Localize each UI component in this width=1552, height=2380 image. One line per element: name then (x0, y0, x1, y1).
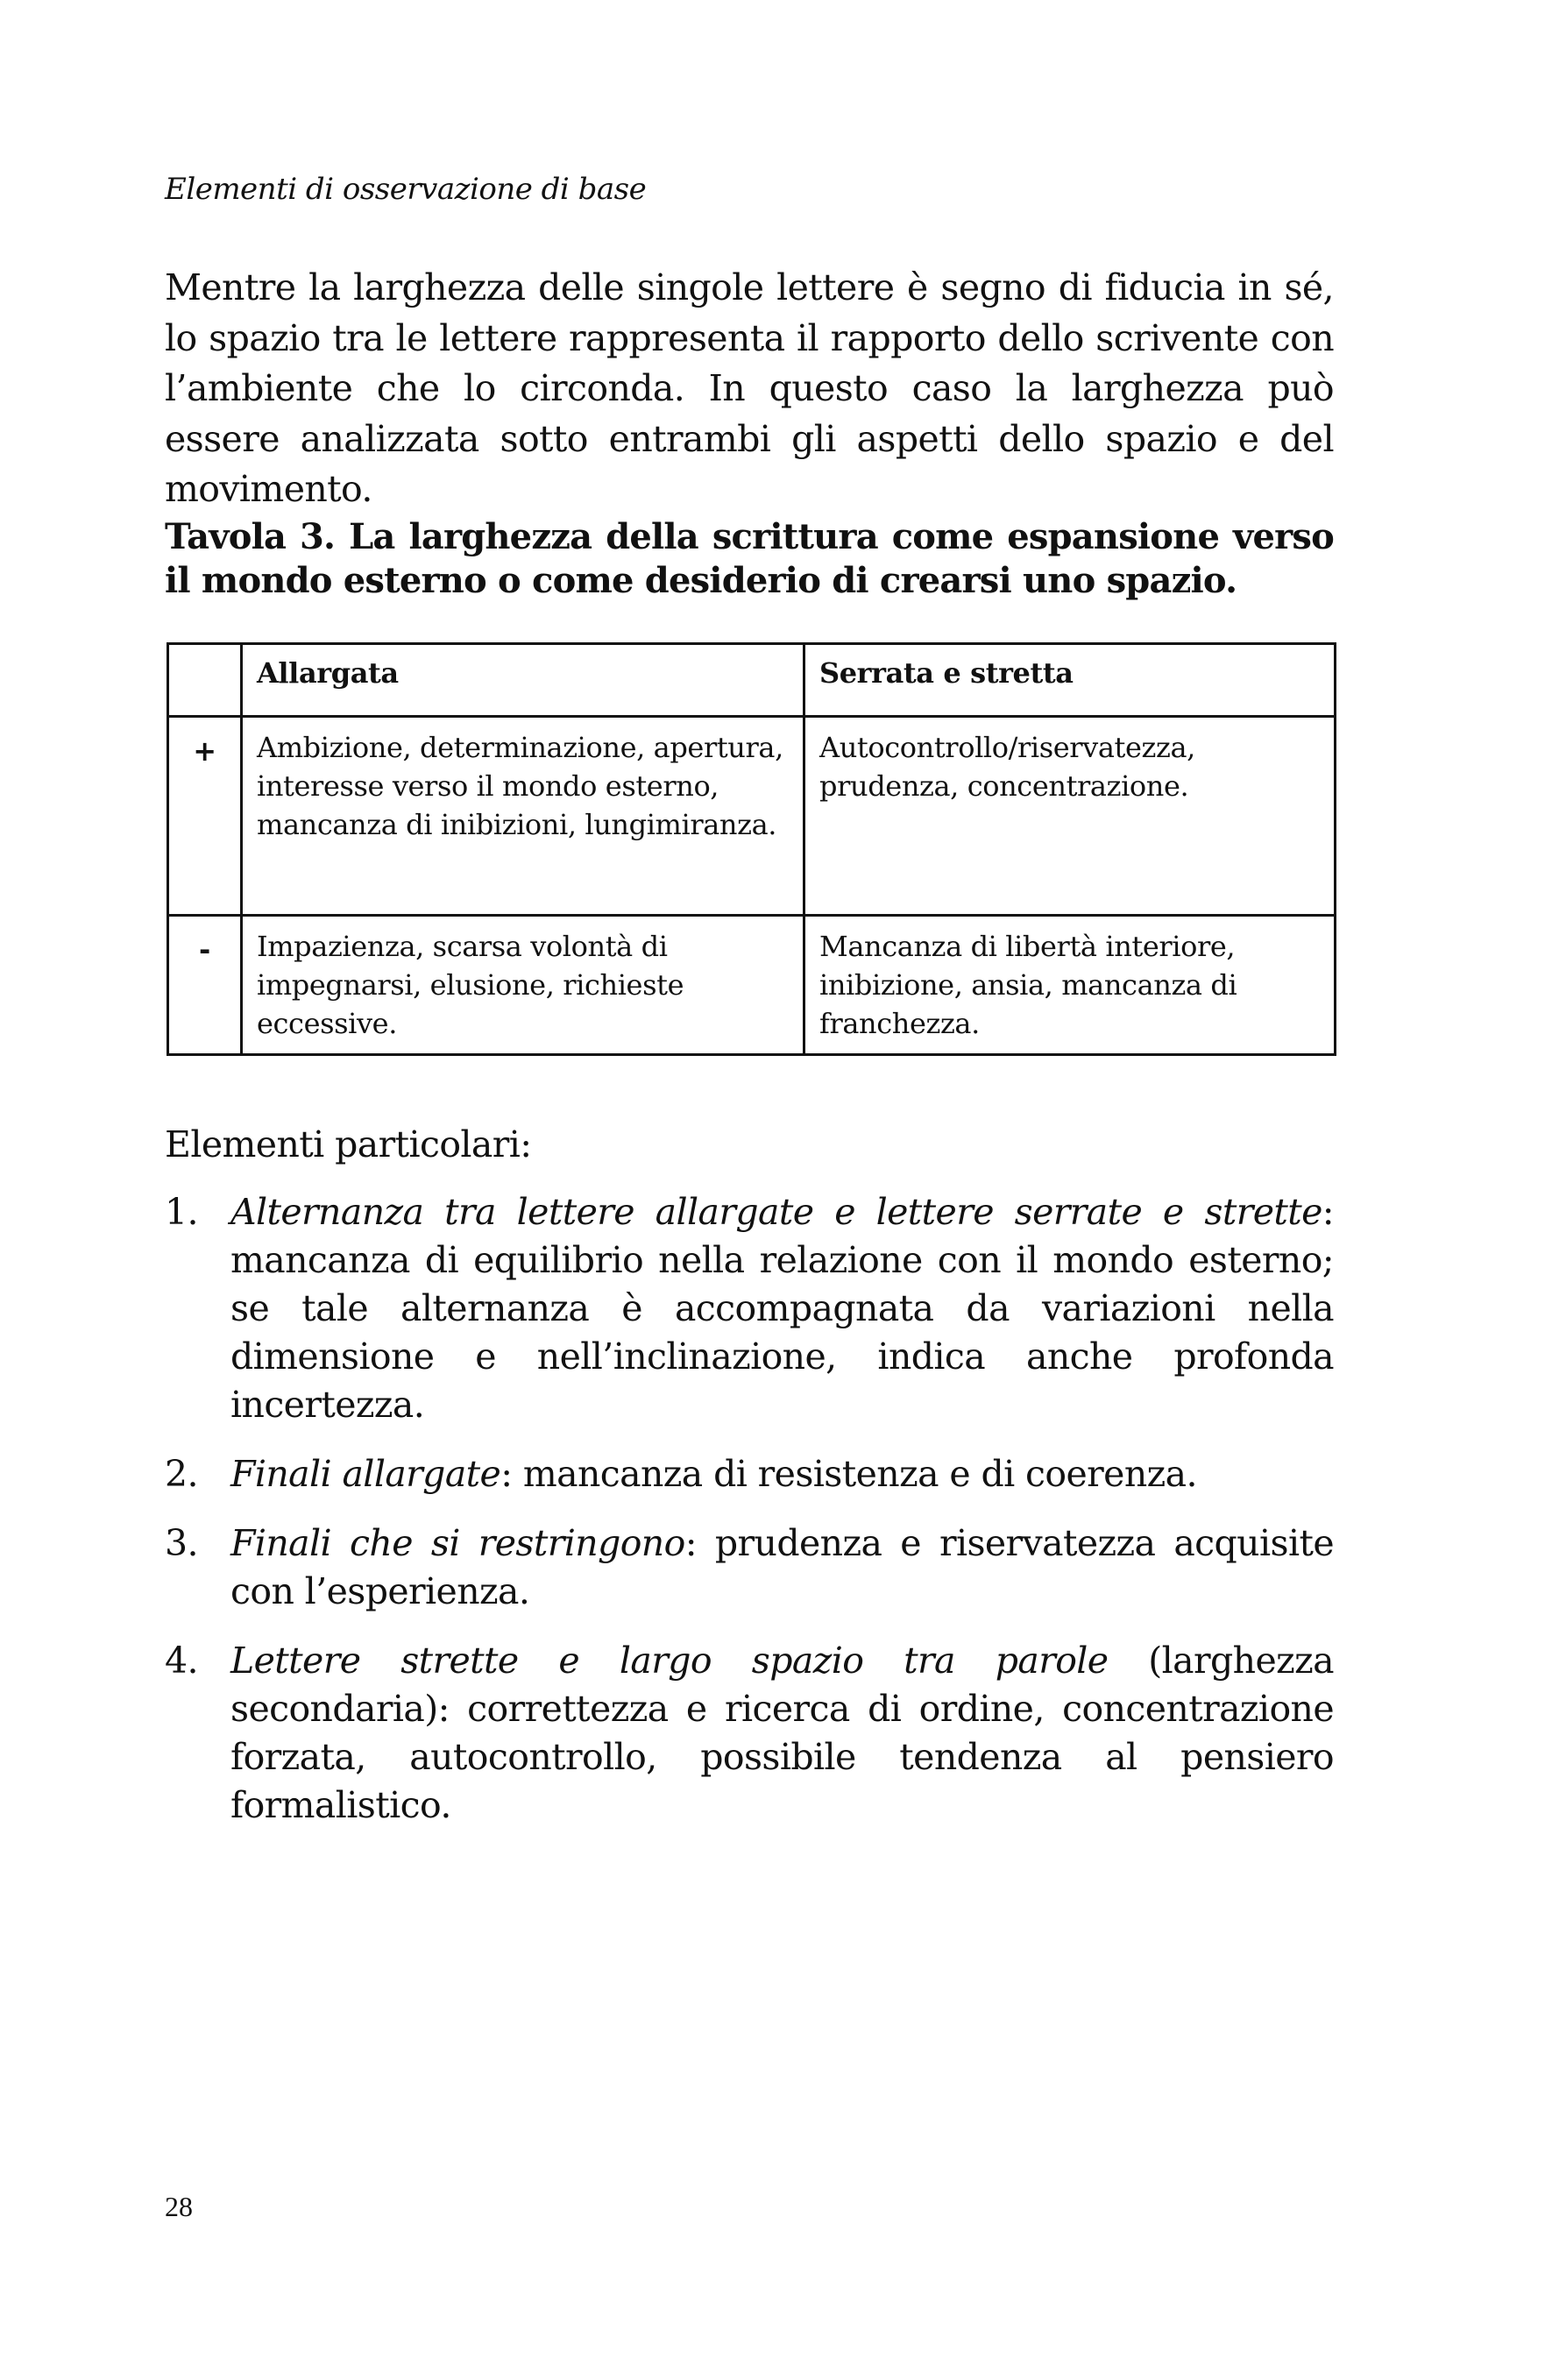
list-item-number: 1. (165, 1191, 198, 1233)
particular-elements-list (165, 1188, 1334, 1851)
cell-positive-serrata: Autocontrollo/riservatezza, prudenza, concentrazione. (804, 717, 1336, 916)
list-item-text: (larghezza secondaria): correttezza e ricerca di ordine, concentrazione forzata, autocontrollo, possibile tendenza al pensiero formalistico. (230, 1640, 1334, 1826)
header-empty-cell (168, 644, 242, 717)
running-head: Elementi di osservazione di base (165, 172, 647, 207)
header-allargata: Allargata (242, 644, 804, 717)
list-item-text: : mancanza di equilibrio nella relazione con il mondo esterno; se tale alternanza è accompagnata da variazioni nella dimensione e nell’inclinazione, indica anche profonda incertezza. (230, 1191, 1334, 1426)
list-item (165, 1519, 1334, 1616)
plus-sign-icon: + (168, 717, 242, 916)
list-item-number: 4. (165, 1640, 198, 1682)
cell-negative-allargata: Impazienza, scarsa volontà di impegnarsi, elusione, richieste eccessive. (242, 916, 804, 1055)
list-item-number: 3. (165, 1522, 198, 1564)
intro-paragraph-text: Mentre la larghezza delle singole lettere è segno di fiducia in sé, lo spazio tra le lettere rappresenta il rapporto dello scrivente con l’ambiente che lo circonda. In questo caso la larghezza può essere analizzata sotto entrambi gli aspetti dello spazio e del movimento. (165, 266, 1334, 510)
cell-negative-serrata: Mancanza di libertà interiore, inibizione, ansia, mancanza di franchezza. (804, 916, 1336, 1055)
list-item-term: Finali allargate (230, 1453, 501, 1495)
width-interpretation-table (167, 642, 1336, 1056)
cell-positive-allargata: Ambizione, determinazione, apertura, interesse verso il mondo esterno, mancanza di inibizioni, lungimiranza. (242, 717, 804, 916)
section-label: Elementi particolari: (165, 1123, 532, 1165)
page-number: 28 (165, 2191, 193, 2222)
list-item (165, 1188, 1334, 1429)
table-title: Tavola 3. La larghezza della scrittura come espansione verso il mondo esterno o come desiderio di crearsi uno spazio. (165, 516, 1334, 601)
table-row-positive (168, 717, 1336, 916)
list-item (165, 1637, 1334, 1830)
list-item (165, 1450, 1334, 1498)
list-item-number: 2. (165, 1453, 198, 1495)
list-item-term: Alternanza tra lettere allargate e lettere serrate e strette (230, 1191, 1322, 1233)
list-item-text: : mancanza di resistenza e di coerenza. (500, 1453, 1197, 1495)
list-item-term: Lettere strette e largo spazio tra parole (230, 1640, 1109, 1682)
header-serrata: Serrata e stretta (804, 644, 1336, 717)
list-item-term: Finali che si restringono (230, 1522, 685, 1564)
table-header-row (168, 644, 1336, 717)
list-item-text: : prudenza e riservatezza acquisite con l’esperienza. (230, 1522, 1334, 1612)
minus-sign-icon: - (168, 916, 242, 1055)
intro-paragraph (165, 263, 1334, 515)
table-row-negative (168, 916, 1336, 1055)
